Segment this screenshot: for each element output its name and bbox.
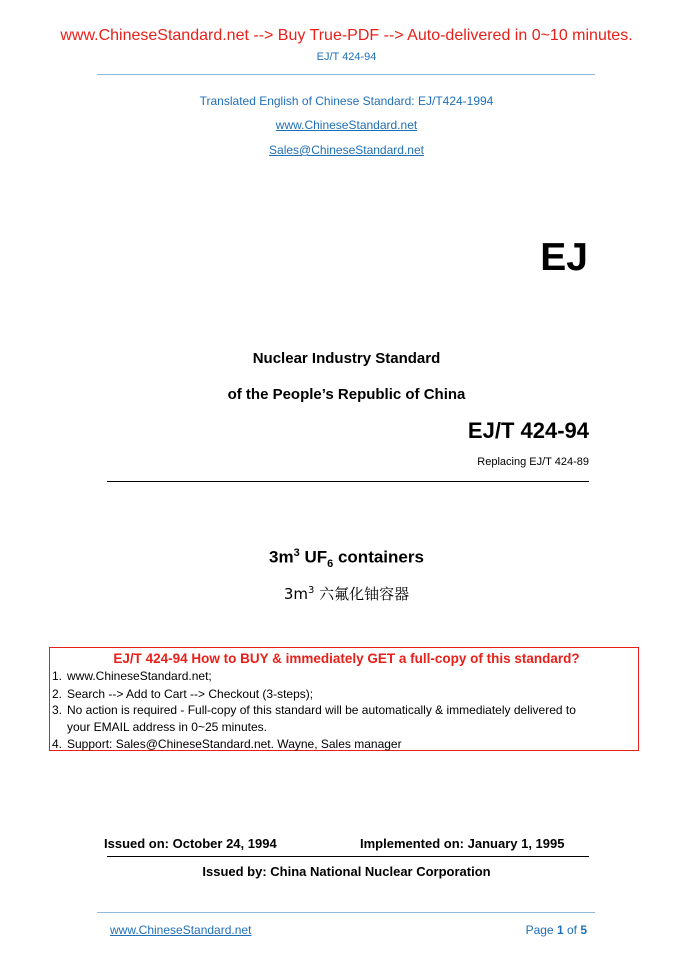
document-title-en	[0, 547, 693, 570]
standard-code: EJ/T 424-94	[467, 418, 589, 443]
implemented-date: Implemented on: January 1, 1995	[360, 836, 565, 851]
step-text: www.ChineseStandard.net;	[67, 669, 212, 683]
step-text: Search --> Add to Cart --> Checkout (3-steps);	[67, 687, 314, 701]
buy-step-4	[52, 737, 402, 751]
buy-box-title: EJ/T 424-94 How to BUY & immediately GET a full-copy of this standard?	[113, 651, 580, 666]
page-prefix: Page	[525, 923, 557, 937]
translated-notice: Translated English of Chinese Standard: EJ/T424-1994	[199, 94, 494, 108]
title-en-mid: UF	[299, 547, 328, 567]
standard-type-line2: of the People’s Republic of China	[227, 386, 466, 403]
title-cn-sup: 3	[308, 585, 315, 596]
email-link[interactable]: Sales@ChineseStandard.net	[269, 143, 424, 157]
title-en-sub: 6	[327, 558, 334, 571]
title-cn-pre: 3m	[283, 585, 308, 603]
header-banner[interactable]: www.ChineseStandard.net --> Buy True-PDF --> Auto-delivered in 0~10 minutes.	[60, 27, 633, 44]
dates-divider	[107, 856, 589, 857]
header-code: EJ/T 424-94	[316, 51, 377, 63]
step-number: 2.	[52, 687, 63, 701]
step-text: Support: Sales@ChineseStandard.net. Wayne, Sales manager	[67, 737, 402, 751]
footer-site-link[interactable]: www.ChineseStandard.net	[110, 923, 252, 937]
step-number: 4.	[52, 737, 63, 751]
page-mid: of	[563, 923, 581, 937]
title-cn-post: 六氟化铀容器	[314, 585, 410, 603]
issued-date: Issued on: October 24, 1994	[104, 836, 277, 851]
buy-step-3	[52, 703, 576, 717]
header-divider	[97, 74, 595, 75]
title-en-post: containers	[333, 547, 424, 567]
title-en-pre: 3m	[269, 547, 294, 567]
buy-step-3-continued: your EMAIL address in 0~25 minutes.	[67, 720, 267, 734]
step-text: No action is required - Full-copy of this standard will be automatically & immediately delivered to	[67, 703, 576, 717]
footer-divider	[97, 912, 595, 913]
site-link[interactable]: www.ChineseStandard.net	[275, 118, 418, 132]
buy-step-2	[52, 687, 313, 701]
page-total: 5	[580, 923, 587, 937]
document-title-cn	[0, 583, 693, 604]
page-indicator	[526, 923, 587, 937]
standard-type-line1: Nuclear Industry Standard	[252, 350, 441, 367]
page-number: 1	[556, 923, 564, 937]
issuer: Issued by: China National Nuclear Corporation	[202, 864, 491, 879]
step-number: 1.	[52, 669, 63, 683]
step-number: 3.	[52, 703, 63, 717]
buy-step-1	[52, 669, 212, 683]
title-divider	[107, 481, 589, 482]
title-en-sup: 3	[293, 547, 300, 559]
standard-logo: EJ	[540, 236, 588, 279]
replacing-note: Replacing EJ/T 424-89	[477, 456, 589, 468]
